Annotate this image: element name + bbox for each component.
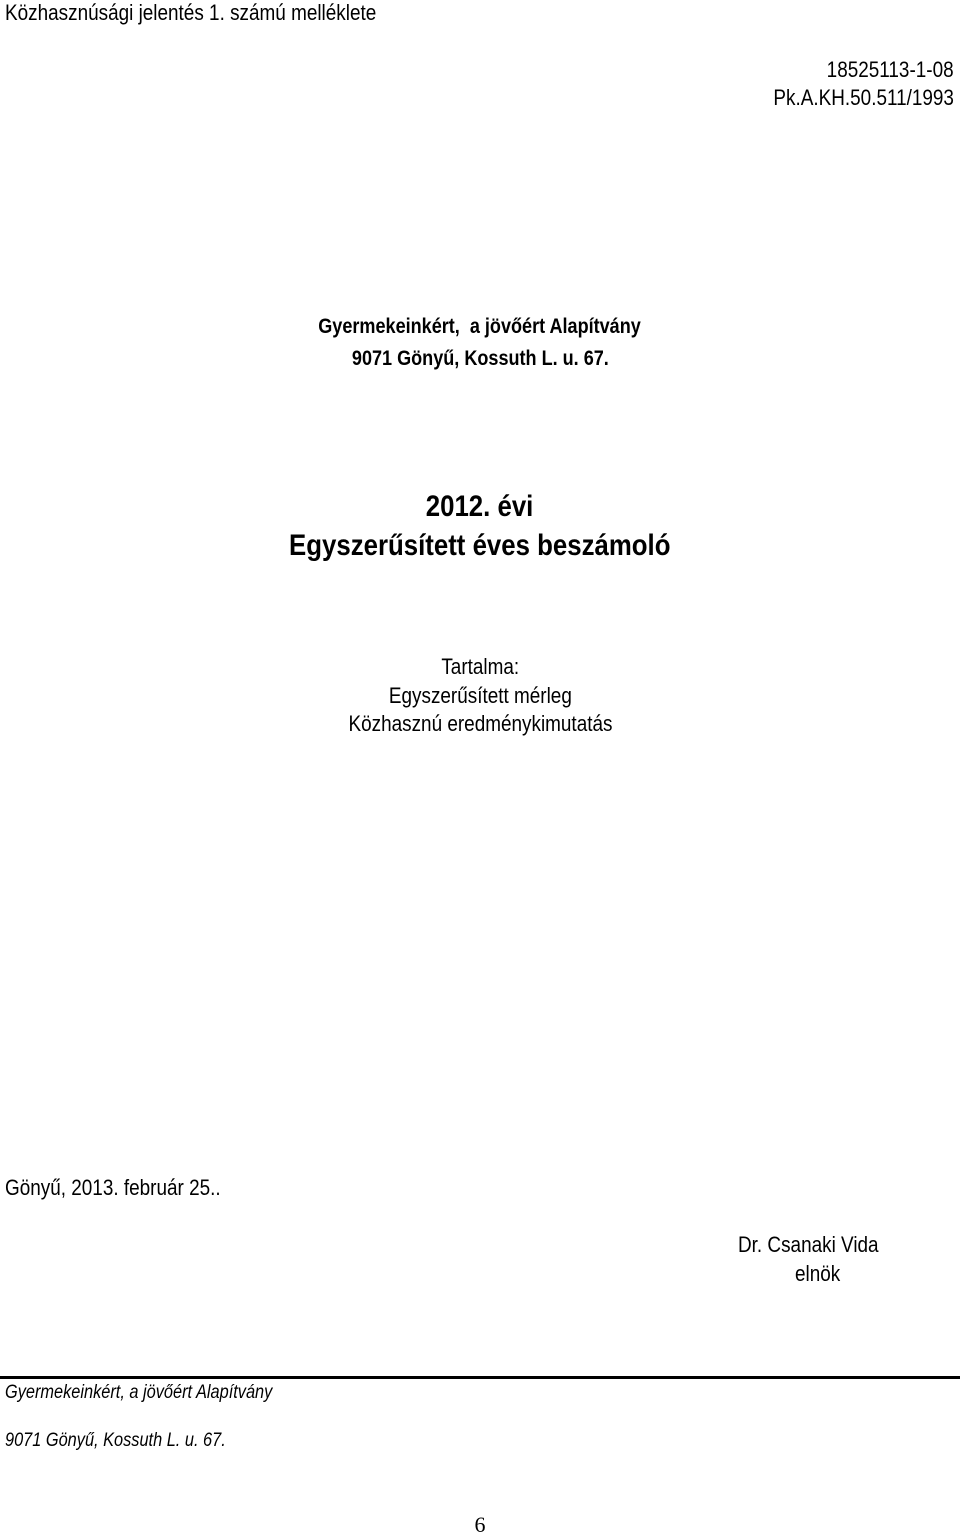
footer-divider	[0, 1376, 960, 1379]
contents-label	[0, 652, 960, 682]
report-year-text: 2012. évi	[426, 490, 534, 523]
contents-item-text: Közhasznú eredménykimutatás	[348, 711, 612, 736]
signer-name-text: Dr. Csanaki Vida	[738, 1232, 879, 1257]
place-and-date-text: Gönyű, 2013. február 25..	[5, 1175, 221, 1200]
contents-item	[0, 709, 960, 739]
footer-address	[5, 1428, 262, 1454]
organization-address	[0, 344, 960, 374]
contents-item-text: Egyszerűsített mérleg	[388, 683, 572, 708]
court-registration-text: Pk.A.KH.50.511/1993	[773, 85, 954, 110]
report-title-text: Egyszerűsített éves beszámoló	[289, 529, 671, 562]
tax-number-text: 18525113-1-08	[827, 57, 954, 82]
court-registration-number	[744, 84, 954, 112]
report-title	[0, 526, 960, 566]
footer-organization-text: Gyermekeinkért, a jövőért Alapítvány	[5, 1382, 273, 1403]
page-number: 6	[474, 1512, 486, 1537]
header-title-text: Közhasznúsági jelentés 1. számú melléklete	[5, 0, 377, 25]
contents-label-text: Tartalma:	[441, 654, 519, 679]
footer-organization	[5, 1380, 316, 1406]
signer-title	[795, 1259, 848, 1289]
signer-name	[738, 1230, 901, 1260]
document-header-title	[5, 0, 437, 26]
organization-name-text: Gyermekeinkért, a jövőért Alapítvány	[318, 315, 642, 338]
organization-name	[0, 312, 960, 342]
organization-address-text: 9071 Gönyű, Kossuth L. u. 67.	[351, 347, 609, 370]
footer-address-text: 9071 Gönyű, Kossuth L. u. 67.	[5, 1430, 226, 1451]
signer-title-text: elnök	[795, 1261, 841, 1286]
place-and-date	[5, 1173, 256, 1203]
report-year	[0, 488, 960, 526]
contents-item	[0, 681, 960, 711]
tax-number	[806, 56, 954, 84]
